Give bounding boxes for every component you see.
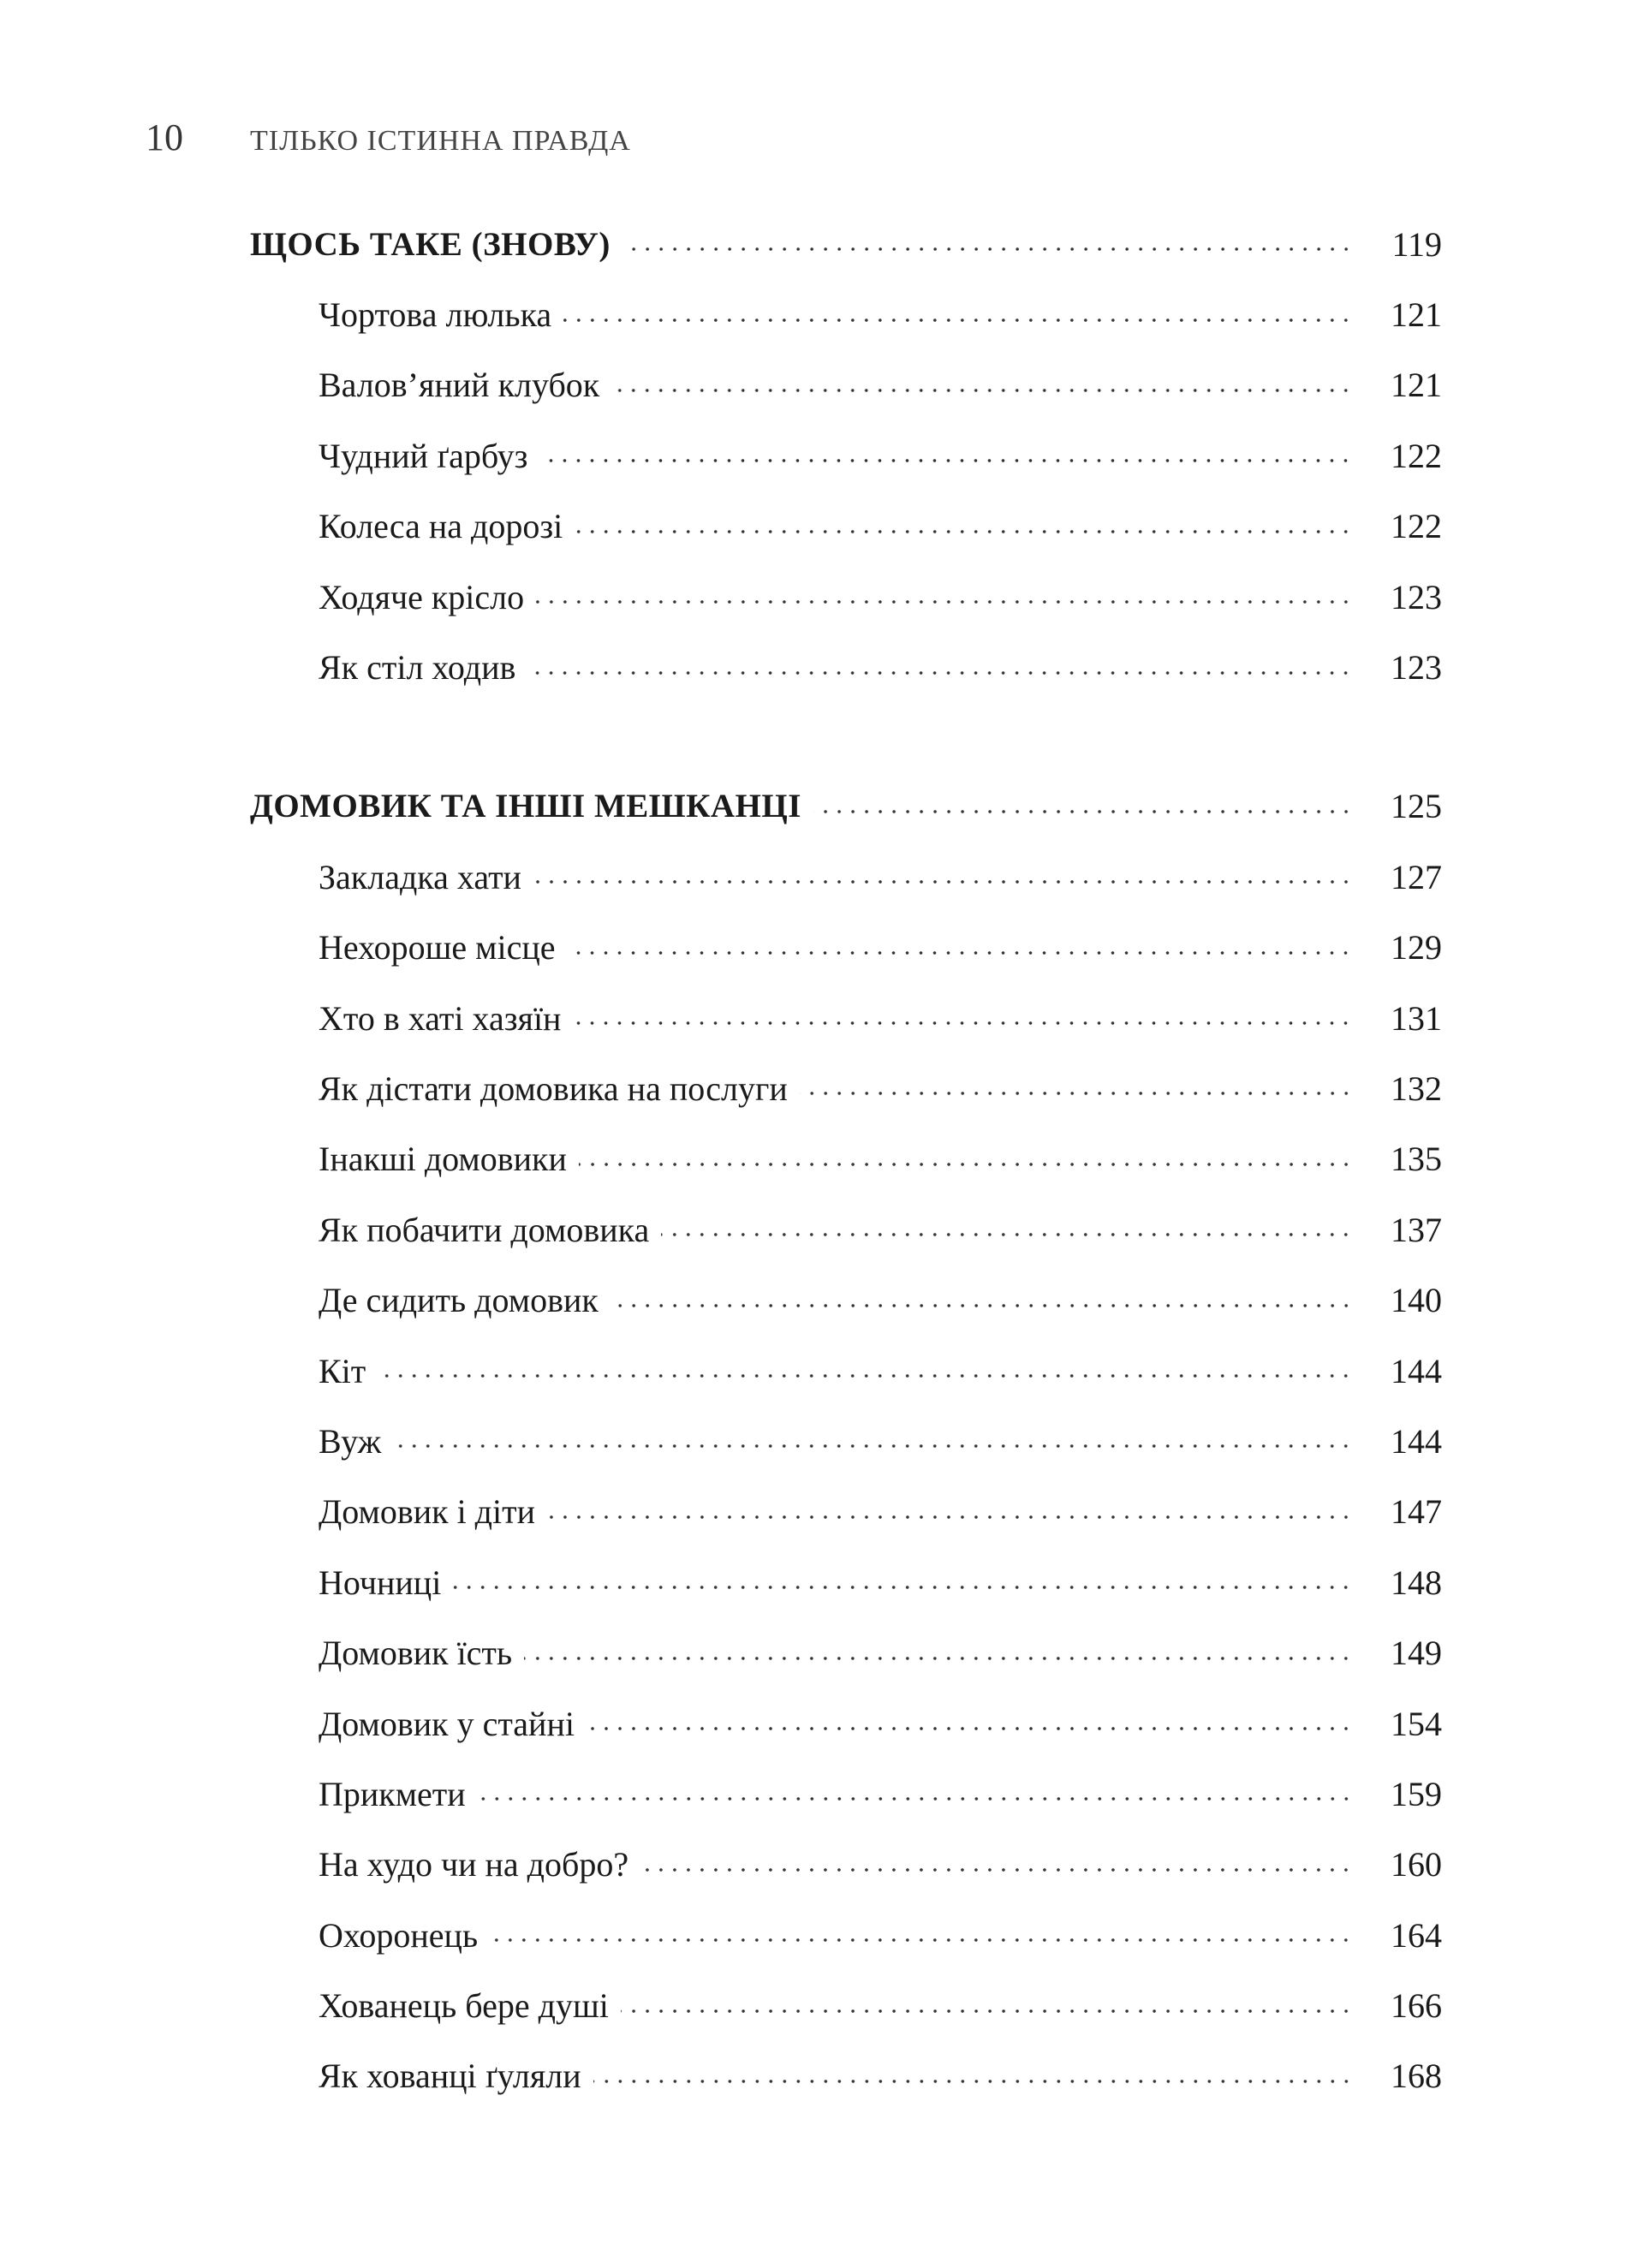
toc-entry[interactable] xyxy=(250,350,1442,420)
dot-leader xyxy=(575,529,1353,534)
toc-entry-title: Як стіл ходив xyxy=(319,648,516,688)
toc-entry[interactable] xyxy=(250,1900,1442,1970)
toc-entry-title: Чудний ґарбуз xyxy=(319,436,528,475)
dot-leader xyxy=(621,2009,1353,2014)
dot-leader xyxy=(533,879,1353,884)
toc-entry-page: 119 xyxy=(1391,224,1442,264)
dot-leader xyxy=(478,1796,1353,1801)
toc-entry-title: Охоронець xyxy=(319,1915,479,1955)
dot-leader xyxy=(563,318,1353,323)
toc-entry-page: 123 xyxy=(1391,648,1442,688)
toc-entry-title: Як дістати домовика на послуги xyxy=(319,1069,788,1108)
toc-entry-page: 159 xyxy=(1391,1774,1442,1813)
running-head xyxy=(146,116,631,159)
toc-entry-page: 144 xyxy=(1391,1351,1442,1390)
dot-leader xyxy=(611,1303,1353,1308)
toc-entry[interactable] xyxy=(250,1124,1442,1194)
toc-entry[interactable] xyxy=(250,983,1442,1053)
toc-entry-title: Нехороше місце xyxy=(319,928,556,967)
toc-entry-title: Ходяче крісло xyxy=(319,577,525,616)
page-number: 10 xyxy=(146,116,183,158)
toc-section-heading[interactable] xyxy=(250,771,1442,842)
toc-entry-title: Хованець бере душі xyxy=(319,1986,609,2026)
toc-entry-page: 148 xyxy=(1391,1563,1442,1602)
toc-entry-title: Як хованці ґуляли xyxy=(319,2057,581,2096)
toc-entry-page: 127 xyxy=(1391,857,1442,896)
dot-leader xyxy=(536,599,1353,604)
toc-entry[interactable] xyxy=(250,913,1442,983)
toc-entry-page: 160 xyxy=(1391,1845,1442,1884)
toc-entry[interactable] xyxy=(250,842,1442,912)
toc-entry-title: Де сидить домовик xyxy=(319,1281,599,1320)
toc-entry-page: 125 xyxy=(1391,787,1442,826)
toc-entry-page: 121 xyxy=(1391,295,1442,335)
toc-entry[interactable] xyxy=(250,1547,1442,1617)
dot-leader xyxy=(813,809,1353,814)
dot-leader xyxy=(579,1162,1353,1167)
dot-leader xyxy=(393,1444,1353,1449)
toc-entry-page: 132 xyxy=(1391,1069,1442,1108)
toc-entry-title: Ночниці xyxy=(319,1563,442,1602)
dot-leader xyxy=(527,670,1353,676)
toc-entry-title: Закладка хати xyxy=(319,857,521,896)
toc-entry-page: 144 xyxy=(1391,1421,1442,1461)
dot-leader xyxy=(640,1867,1353,1872)
toc-entry-page: 123 xyxy=(1391,577,1442,616)
toc-entry[interactable] xyxy=(250,1970,1442,2040)
toc-entry[interactable] xyxy=(250,1617,1442,1688)
toc-entry[interactable] xyxy=(250,1406,1442,1476)
dot-leader xyxy=(611,388,1353,393)
dot-leader xyxy=(622,247,1353,252)
toc-entry-title: Інакші домовики xyxy=(319,1140,567,1179)
toc-entry-title: Вуж xyxy=(319,1421,382,1461)
toc-entry[interactable] xyxy=(250,1688,1442,1759)
toc-entry[interactable] xyxy=(250,562,1442,632)
toc-entry[interactable] xyxy=(250,2041,1442,2111)
toc-entry-page: 122 xyxy=(1391,436,1442,475)
dot-leader xyxy=(524,1656,1353,1661)
toc-entry-title: Чортова люлька xyxy=(319,295,552,335)
toc-entry[interactable] xyxy=(250,420,1442,491)
dot-leader xyxy=(661,1232,1353,1237)
dot-leader xyxy=(587,1726,1353,1731)
dot-leader xyxy=(539,458,1353,463)
toc-entry-page: 149 xyxy=(1391,1634,1442,1673)
toc-entry[interactable] xyxy=(250,491,1442,562)
toc-entry-page: 131 xyxy=(1391,998,1442,1038)
toc-entry[interactable] xyxy=(250,1759,1442,1829)
toc-entry[interactable] xyxy=(250,1477,1442,1547)
toc-entry-title: Домовик їсть xyxy=(319,1634,513,1673)
toc-entry-title: Як побачити домовика xyxy=(319,1210,650,1249)
toc-entry[interactable] xyxy=(250,1053,1442,1123)
dot-leader xyxy=(490,1938,1353,1943)
toc-section-heading[interactable] xyxy=(250,209,1442,279)
toc-entry-page: 121 xyxy=(1391,366,1442,405)
toc-entry[interactable] xyxy=(250,1265,1442,1335)
toc-entry-page: 166 xyxy=(1391,1986,1442,2026)
running-title: ТІЛЬКО ІСТИННА ПРАВДА xyxy=(250,125,631,157)
toc-entry-page: 164 xyxy=(1391,1915,1442,1955)
toc-entry-page: 122 xyxy=(1391,507,1442,546)
section-gap xyxy=(250,703,1442,771)
toc-entry-title: Домовик у стайні xyxy=(319,1704,575,1743)
toc-entry-page: 154 xyxy=(1391,1704,1442,1743)
toc-entry-title: Колеса на дорозі xyxy=(319,507,563,546)
toc-entry[interactable] xyxy=(250,279,1442,349)
dot-leader xyxy=(547,1515,1353,1520)
dot-leader xyxy=(453,1585,1353,1590)
toc-entry-page: 137 xyxy=(1391,1210,1442,1249)
dot-leader xyxy=(593,2079,1353,2084)
dot-leader xyxy=(800,1091,1353,1096)
toc-entry[interactable] xyxy=(250,632,1442,702)
toc-entry-title: Прикмети xyxy=(319,1774,466,1813)
toc-entry-page: 135 xyxy=(1391,1140,1442,1179)
dot-leader xyxy=(567,950,1353,955)
toc-entry-title: ЩОСЬ ТАКЕ (ЗНОВУ) xyxy=(250,225,611,263)
toc-entry-title: На худо чи на добро? xyxy=(319,1845,629,1884)
toc-entry-title: ДОМОВИК ТА ІНШІ МЕШКАНЦІ xyxy=(250,788,801,825)
toc-entry[interactable] xyxy=(250,1336,1442,1406)
table-of-contents xyxy=(250,209,1442,2111)
toc-entry[interactable] xyxy=(250,1830,1442,1900)
toc-entry-title: Домовик і діти xyxy=(319,1492,536,1532)
toc-entry[interactable] xyxy=(250,1194,1442,1265)
toc-entry-page: 129 xyxy=(1391,928,1442,967)
toc-entry-title: Хто в хаті хазяїн xyxy=(319,998,562,1038)
dot-leader xyxy=(573,1021,1353,1026)
toc-entry-page: 147 xyxy=(1391,1492,1442,1532)
dot-leader xyxy=(378,1373,1353,1378)
toc-entry-page: 140 xyxy=(1391,1281,1442,1320)
toc-entry-title: Кіт xyxy=(319,1351,366,1390)
toc-entry-page: 168 xyxy=(1391,2057,1442,2096)
toc-entry-title: Валов’яний клубок xyxy=(319,366,600,405)
